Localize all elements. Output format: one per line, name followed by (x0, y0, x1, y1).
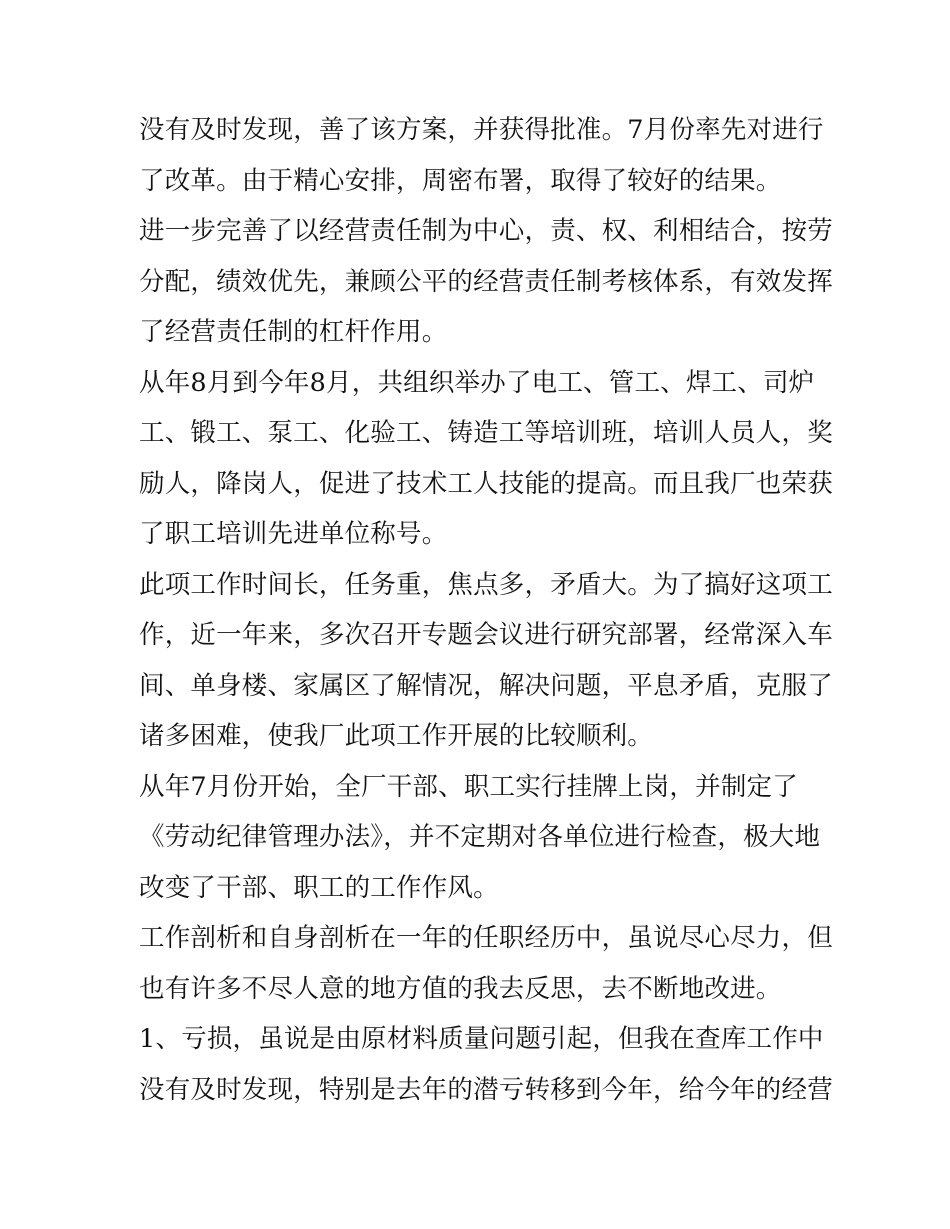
text-line: 了职工培训先进单位称号。 (139, 519, 448, 549)
text-line: 了改革。由于精心安排，周密布署，取得了较好的结果。 (139, 165, 782, 196)
text-line: 从年7月份开始，全厂干部、职工实行挂牌上岗，并制定了 (139, 771, 798, 802)
text-line: 进一步完善了以经营责任制为中心，责、权、利相结合，按劳 (139, 216, 833, 246)
text-line: 没有及时发现，特别是去年的潜亏转移到今年，给今年的经营 (139, 1074, 833, 1105)
text-line: 了经营责任制的杠杆作用。 (139, 317, 448, 347)
text-line: 作，近一年来，多次召开专题会议进行研究部署，经常深入车 (139, 620, 833, 650)
text-line: 工、锻工、泵工、化验工、铸造工等培训班，培训人员人，奖 (139, 418, 833, 448)
document-body (139, 105, 833, 1115)
text-line: 没有及时发现，善了该方案，并获得批准。7月份率先对进行 (139, 115, 824, 145)
text-line: 分配，绩效优先，兼顾公平的经营责任制考核体系，有效发挥 (139, 266, 833, 297)
text-line: 1、亏损，虽说是由原材料质量问题引起，但我在查库工作中 (139, 1024, 824, 1054)
text-line: 《劳动纪律管理办法》，并不定期对各单位进行检查，极大地 (139, 822, 821, 852)
text-line: 励人，降岗人，促进了技术工人技能的提高。而且我厂也荣获 (139, 468, 833, 499)
text-line: 从年8月到今年8月，共组织举办了电工、管工、焊工、司炉 (139, 367, 815, 398)
text-line: 此项工作时间长，任务重，焦点多，矛盾大。为了搞好这项工 (139, 569, 833, 600)
text-line: 工作剖析和自身剖析在一年的任职经历中，虽说尽心尽力，但 (139, 923, 833, 953)
text-line: 诸多困难，使我厂此项工作开展的比较顺利。 (139, 721, 654, 751)
text-line: 也有许多不尽人意的地方值的我去反思，去不断地改进。 (139, 973, 782, 1004)
text-line: 间、单身楼、家属区了解情况，解决问题，平息矛盾，克服了 (139, 670, 833, 701)
text-line: 改变了干部、职工的工作作风。 (139, 872, 499, 903)
